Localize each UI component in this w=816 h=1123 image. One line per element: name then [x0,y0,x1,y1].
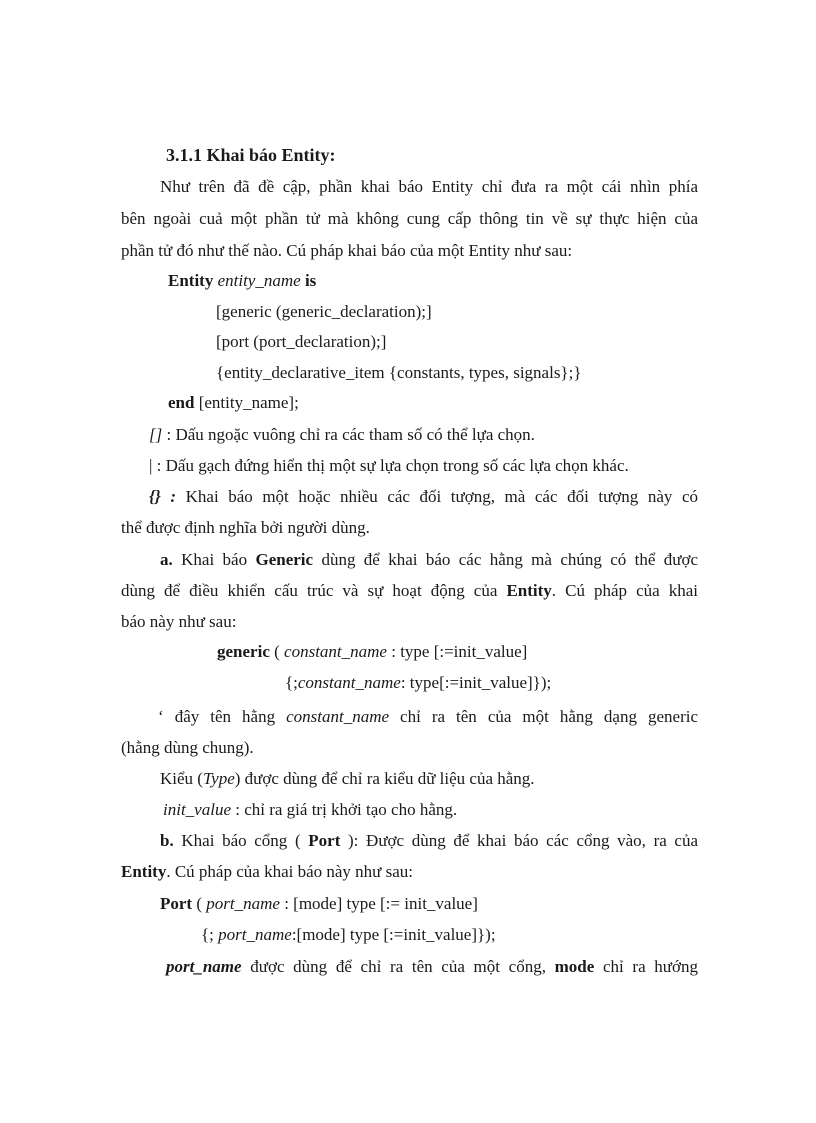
constant-name-3: constant_name [286,707,390,726]
port-keyword: Port [308,831,341,850]
init-post: : chỉ ra giá trị khởi tạo cho hằng. [235,800,458,819]
entity-name: entity_name [217,271,301,290]
port-syntax2-rest: :[mode] type [:=init_value]}); [291,925,496,944]
generic-l1-pre: Khai báo [181,550,248,569]
port-desc-post: chỉ ra hướng [602,957,699,976]
generic-desc-pre: đây tên hằng [174,707,276,726]
type-post: ) được dùng để chỉ ra kiểu dữ liệu của hằng. [234,769,535,788]
generic-syntax2-rest: : type[:=init_value]}); [400,673,552,692]
generic-syntax-keyword: generic [217,642,270,661]
init-desc-line [163,799,457,821]
note-brackets [149,424,535,446]
port-desc-mid: được dùng để chỉ ra tên của một cổng, [250,957,546,976]
port-syntax-open: ( [196,894,203,913]
end-syntax-line [168,392,299,414]
port-decl-line: [port (port_declaration);] [216,332,387,351]
brackets-symbol: [] [149,425,163,444]
type-name: Type [202,769,235,788]
generic-syntax2-pre: {; [285,673,298,692]
generic-desc-post: chỉ ra tên của một hằng dạng generic [400,707,699,726]
port-syntax2-pre: {; [201,925,214,944]
port-intro-line-1 [160,830,698,852]
is-keyword: is [304,271,317,290]
port-syntax-keyword: Port [160,894,193,913]
generic-label: a. [160,550,173,569]
section-heading: 3.1.1 Khai báo Entity: [166,145,336,165]
generic-syntax-open: ( [274,642,280,661]
port-l1-post: ): Được dùng để khai báo các cổng vào, ra của [348,831,699,850]
port-l1-pre: Khai báo cổng ( [181,831,301,850]
type-pre: Kiểu ( [160,769,203,788]
generic-intro-line-2 [121,580,698,602]
generic-intro-line-1 [160,549,698,571]
generic-syntax-line-1 [217,641,527,663]
port-syntax-rest: : [mode] type [:= init_value] [284,894,478,913]
intro-line-3: phần tử đó như thế nào. Cú pháp khai báo của một Entity như sau: [121,241,573,260]
brackets-text: : Dấu ngoặc vuông chỉ ra các tham số có thể lựa chọn. [166,425,535,444]
port-name-2: port_name [218,925,292,944]
declarative-item-line: {entity_declarative_item {constants, types, signals};} [216,363,582,382]
generic-syntax-line-2 [285,672,551,694]
port-label: b. [160,831,174,850]
generic-l1-post: dùng để khai báo các hằng mà chúng có thể được [321,550,699,569]
generic-syntax-rest: : type [:=init_value] [391,642,528,661]
generic-intro-line-3: báo này như sau: [121,612,237,631]
port-l2-post: . Cú pháp của khai báo này như sau: [166,862,414,881]
constant-name-2: constant_name [297,673,401,692]
init-value-name: init_value [163,800,231,819]
braces-symbol: {} : [149,487,177,506]
generic-decl-line: [generic (generic_declaration);] [216,302,432,321]
port-name-3: port_name [166,957,242,976]
end-keyword: end [168,393,195,412]
generic-l2-post: . Cú pháp của khai [551,581,699,600]
generic-keyword: Generic [255,550,314,569]
generic-desc-mark: ‘ [158,707,164,726]
mode-keyword: mode [554,957,595,976]
constant-name: constant_name [284,642,387,661]
entity-keyword-inline: Entity [506,581,552,600]
note-braces-line-1 [149,486,698,508]
entity-keyword-port: Entity [121,862,167,881]
note-pipe: | : Dấu gạch đứng hiển thị một sự lựa chọn trong số các lựa chọn khác. [149,456,629,475]
generic-l2-pre: dùng để điều khiển cấu trúc và sự hoạt động của [121,581,498,600]
intro-line-1: Như trên đã đề cập, phần khai báo Entity chỉ đưa ra một cái nhìn phía [160,177,698,196]
entity-keyword: Entity [168,271,214,290]
end-rest: [entity_name]; [198,393,299,412]
port-intro-line-2 [121,861,413,883]
generic-desc-line-2: (hằng dùng chung). [121,738,254,757]
braces-text-1: Khai báo một hoặc nhiều các đối tượng, mà các đối tượng này có [185,487,699,506]
port-desc-line [166,956,698,978]
port-syntax-line-2 [201,924,496,946]
port-syntax-line-1 [160,893,478,915]
port-name: port_name [206,894,280,913]
type-desc-line [160,768,535,790]
generic-desc-line-1 [158,706,698,728]
note-braces-line-2: thể được định nghĩa bởi người dùng. [121,518,370,537]
entity-syntax-line [168,270,316,292]
intro-line-2: bên ngoài cuả một phần tử mà không cung cấp thông tin về sự thực hiện của [121,209,698,228]
